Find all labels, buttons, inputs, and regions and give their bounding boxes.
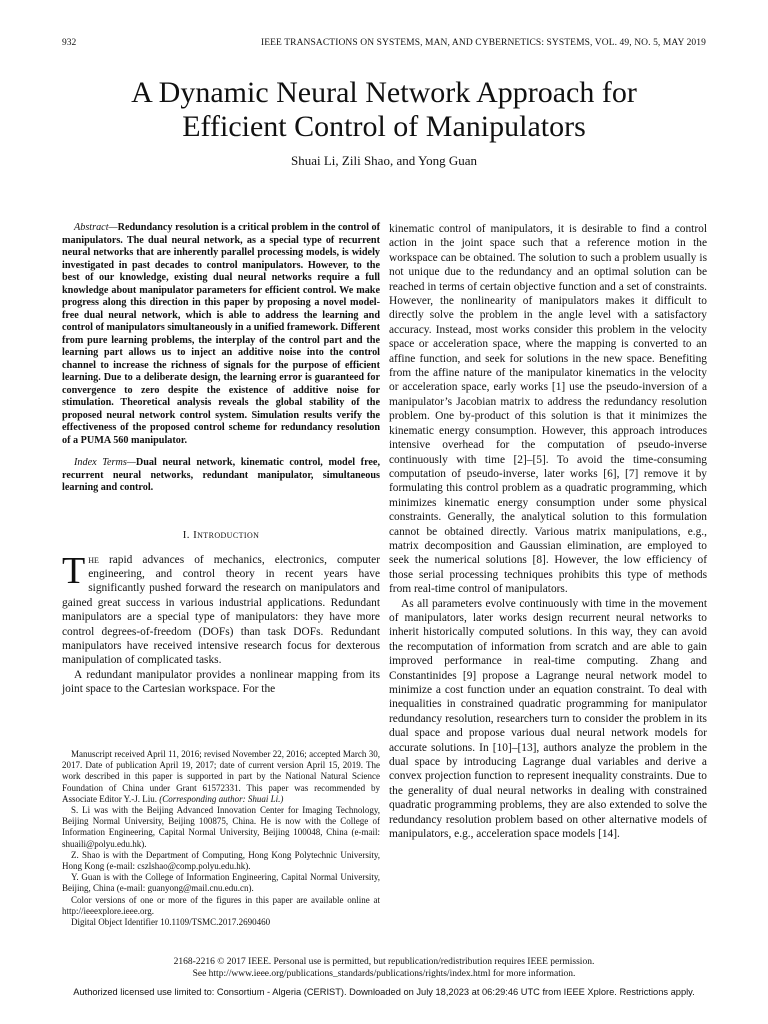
section-heading-introduction: [62, 529, 380, 541]
section-numeral: I.: [182, 528, 194, 541]
abstract-label: Abstract: [74, 222, 109, 233]
footnote-doi: Digital Object Identifier 10.1109/TSMC.2017.2690460: [71, 917, 271, 928]
right-column: [389, 222, 707, 841]
left-column: [62, 222, 380, 697]
title-line-2: Efficient Control of Manipulators: [182, 110, 586, 143]
abstract-text: Redundancy resolution is a critical problem in the control of manipulators. The dual neural network, as a special type of recurrent neural networks that are inherently parallel processing models, is widely investigated in past decades to control manipulators. However, to the best of our knowledge, existing dual neural networks require a full knowledge about manipulator parameters for efficient control. We make progress along this direction in this paper by proposing a novel model-free dual neural network, which is able to address the learning and control of manipulators simultaneously in a unified framework. Different from pure learning problems, the interplay of the control part and the learning part allows us to inject an additive noise into the control channel to increase the richness of signals for the purpose of efficient learning. Due to a deliberate design, the learning error is guaranteed for convergence to zero despite the existence of additive noise for stimulation. Theoretical analysis reveals the global stability of the proposed neural network control system. Simulation results verify the effectiveness of the proposed control scheme for redundancy resolution of a PUMA 560 manipulator.: [62, 222, 380, 446]
footnote-affiliation-li: S. Li was with the Beijing Advanced Innovation Center for Imaging Technology, Beijing Normal University, Beijing 100875, China. He is now with the College of Information Engineering, Capital Normal University, Beijing 100048, China (e-mail: shuaili@polyu.edu.hk).: [62, 805, 380, 849]
index-terms: Index Terms—Dual neural network, kinematic control, model free, recurrent neural networks, redundant manipulator, simultaneous learning and control.: [62, 457, 381, 493]
copyright-line-1: 2168-2216 © 2017 IEEE. Personal use is permitted, but republication/redistribution requires IEEE permission.: [173, 957, 595, 967]
footnotes: [62, 749, 380, 928]
footnote-manuscript: Manuscript received April 11, 2016; revised November 22, 2016; accepted March 30, 2017. Date of publication April 19, 2017; date of current version April 15, 2019. The work described in this paper is supported in part by the National Natural Science Foundation of China under Grant 61572331. This paper was recommended by Associate Editor Y.-J. Liu. (Corresponding author: Shuai Li.): [62, 749, 380, 804]
intro-paragraph-2-start: A redundant manipulator provides a nonlinear mapping from its joint space to the Cartesian workspace. For the: [62, 668, 380, 696]
footnote-affiliation-shao: Z. Shao is with the Department of Computing, Hong Kong Polytechnic University, Hong Kong (e-mail: cszlshao@comp.polyu.edu.hk).: [62, 849, 380, 872]
intro-paragraph-1: [62, 549, 380, 668]
footnote-corresponding-author: (Corresponding author: Shuai Li.): [159, 793, 284, 804]
journal-header: IEEE TRANSACTIONS ON SYSTEMS, MAN, AND CYBERNETICS: SYSTEMS, VOL. 49, NO. 5, MAY 2019: [260, 38, 706, 48]
license-bar: Authorized licensed use limited to: Consortium - Algeria (CERIST). Downloaded on July 18,2023 at 06:29:46 UTC from IEEE Xplore. Restrictions apply.: [73, 987, 695, 997]
footnote-affiliation-guan: Y. Guan is with the College of Information Engineering, Capital Normal University, Beijing, China (e-mail: guanyong@mail.cnu.edu.cn).: [62, 872, 380, 894]
copyright-line-2: See http://www.ieee.org/publications_standards/publications/rights/index.html for more information.: [192, 969, 576, 979]
section-title: Introduction: [193, 528, 260, 541]
index-terms-text: Dual neural network, kinematic control, model free, recurrent neural networks, redundant manipulator, simultaneous learning and control.: [62, 457, 381, 493]
paper-title: [0, 76, 768, 144]
title-line-1: A Dynamic Neural Network Approach for: [131, 76, 637, 109]
abstract: Abstract—Redundancy resolution is a critical problem in the control of manipulators. The dual neural network, as a special type of recurrent neural networks that are inherently parallel processing models, is widely investigated in past decades to control manipulators. However, to the best of our knowledge, existing dual neural networks require a full knowledge about manipulator parameters for efficient control. We make progress along this direction in this paper by proposing a novel model-free dual neural network, which is able to address the learning and control of manipulators simultaneously in a unified framework. Different from pure learning problems, the interplay of the control part and the learning part allows us to inject an additive noise into the control channel to increase the richness of signals for the purpose of efficient learning. Due to a deliberate design, the learning error is guaranteed for convergence to zero despite the existence of additive noise for stimulation. Theoretical analysis reveals the global stability of the proposed neural network control system. Simulation results verify the effectiveness of the proposed control scheme for redundancy resolution of a PUMA 560 manipulator.: [62, 222, 380, 446]
authors: Shuai Li, Zili Shao, and Yong Guan: [291, 153, 477, 168]
index-terms-label: Index Terms: [74, 457, 127, 468]
intro-paragraph-3: As all parameters evolve continuously with time in the movement of manipulators, later works design recurrent neural networks to inherit historically computed solutions. In this way, they can avoid the recomputation of information from scratch and are able to gain improved performance in real-time computing. Zhang and Constantinides [9] propose a Lagrange neural network model to minimize a cost function under an equation constraint. To deal with inequalities in constrained quadratic programming for manipulator redundancy resolution, researchers turn to consider the problem in its dual space and propose various dual neural network models for accurate solutions. In [10]–[13], authors analyze the problem in the dual space by introducing Lagrange dual variables and derive a convex projection function to represent inequality constraints. Due to the generality of dual neural networks in dealing with constrained quadratic programming problems, they are also extended to solve the redundancy resolution problem based on other alternative models of manipulators, e.g., acceleration space models [14].: [389, 597, 707, 841]
page-number: 932: [62, 38, 77, 48]
first-words: he: [88, 553, 99, 566]
dropcap: T: [62, 549, 86, 592]
copyright-notice: [0, 956, 768, 980]
intro-paragraph-1-text: rapid advances of mechanics, electronics, computer engineering, and control theory in recent years have significantly pushed forward the research on manipulators and gained great success in various industrial applications. Redundant manipulators are a special type of manipulators: they have more control degrees-of-freedom (DOFs) than task DOFs. Redundant manipulators have received intensive research focus for dexterous manipulation of complicated tasks.: [62, 553, 380, 667]
footnote-color-versions: Color versions of one or more of the figures in this paper are available online at http://ieeexplore.ieee.org.: [62, 894, 380, 916]
intro-paragraph-2-continued: kinematic control of manipulators, it is desirable to find a control action in the joint space such that a reference motion in the workspace can be obtained. The solution to such a problem usually is not unique due to the redundancy and an optimal solution can be reached in terms of certain objective function and a set of constraints. However, the nonlinearity of manipulators makes it difficult to directly solve the problem in the angle level with a satisfactory accuracy. Instead, most works consider this problem in the velocity space or acceleration space, where the mapping is converted to an affine function, and seek for solutions in the new space. Benefiting from the affine nature of the manipulator kinematics in the velocity or acceleration space, early works [1] use the pseudo-inversion of a manipulator’s Jacobian matrix to address the redundancy resolution problem. One by-product of this solution is that it minimizes the kinematic energy consumption. However, this approach introduces intensive overhead for the computation of pseudo-inverse continuously with time [2]–[5]. To avoid the time-consuming computation of pseudo-inverse, later works [6], [7] remove it by formulating this control problem as a quadratic programming, which minimizes kinematic energy consumption under some physical constraints. Generally, the analytical solution to this formulation cannot be obtained directly. Various matrix manipulations, e.g., matrix decomposition and Gaussian elimination, are employed to seek the numerical solutions [8]. However, the low efficiency of those serial processing techniques prohibits this type of methods from real-time control of manipulators.: [389, 223, 707, 596]
